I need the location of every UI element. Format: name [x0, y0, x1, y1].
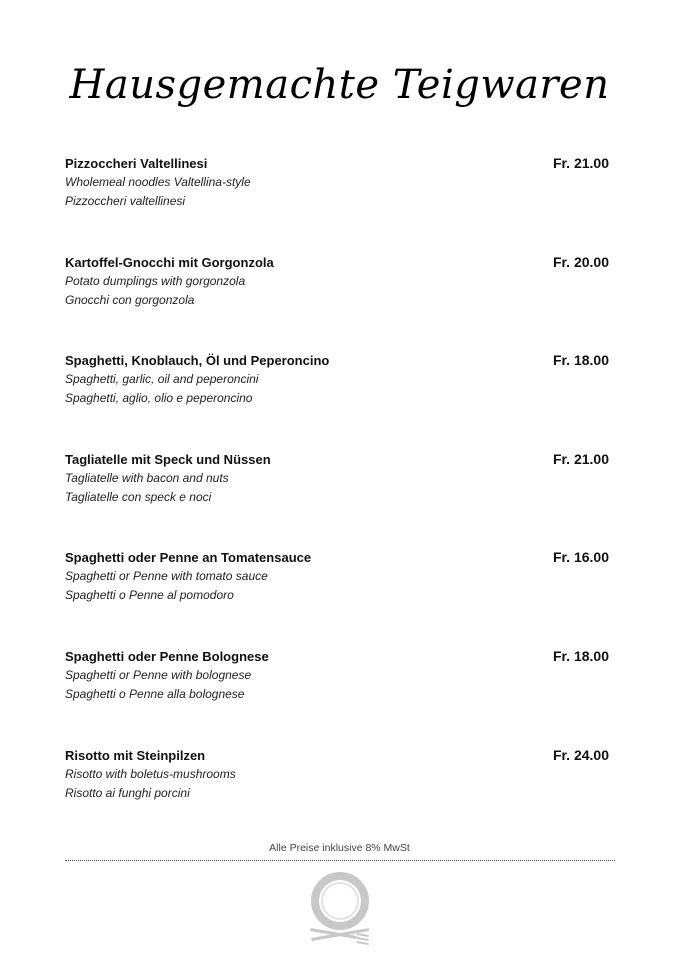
menu-item — [65, 647, 610, 746]
menu-item — [65, 746, 610, 845]
menu-item — [65, 450, 610, 549]
menu-item-name: Spaghetti oder Penne an Tomatensauce — [65, 550, 312, 566]
menu-item-description-it: Pizzoccheri valtellinesi — [65, 194, 186, 208]
menu-item-name: Spaghetti oder Penne Bolognese — [65, 648, 269, 664]
menu-item-name: Spaghetti, Knoblauch, Öl und Peperoncino — [65, 353, 330, 369]
menu-item-description-it: Gnocchi con gorgonzola — [65, 292, 195, 307]
menu-item-header — [65, 154, 610, 173]
menu-item-price: Fr. 18.00 — [552, 647, 609, 664]
menu-item-description-it: Spaghetti o Penne alla bolognese — [65, 686, 245, 701]
menu-item-description-en: Tagliatelle with bacon and nuts — [65, 470, 229, 485]
menu-item-price: Fr. 21.00 — [552, 155, 609, 171]
menu-item-description-en: Wholemeal noodles Valtellina-style — [65, 175, 251, 189]
menu-item-name: Kartoffel-Gnocchi mit Gorgonzola — [65, 254, 274, 270]
menu-item-price: Fr. 18.00 — [552, 352, 609, 369]
menu-item-header — [65, 351, 610, 370]
menu-item-description-it: Spaghetti o Penne al pomodoro — [65, 588, 234, 603]
menu-item-description-en: Risotto with boletus-mushrooms — [65, 766, 236, 781]
menu-item — [65, 548, 610, 647]
menu-item-description-it: Tagliatelle con speck e noci — [65, 489, 212, 504]
menu-item-description-en: Spaghetti or Penne with tomato sauce — [65, 569, 268, 584]
menu-item — [65, 154, 610, 253]
menu-item-price: Fr. 20.00 — [552, 253, 609, 270]
menu-list — [65, 154, 610, 844]
menu-item-name: Tagliatelle mit Speck und Nüssen — [65, 451, 271, 467]
menu-item — [65, 253, 610, 352]
menu-item-header — [65, 647, 610, 666]
menu-item-header — [65, 450, 610, 469]
menu-item-price: Fr. 24.00 — [552, 746, 609, 763]
page-title: Hausgemachte Teigwaren — [69, 62, 610, 108]
menu-item-description-it: Spaghetti, aglio, olio e peperoncino — [65, 391, 253, 406]
vat-note: Alle Preise inklusive 8% MwSt — [269, 842, 410, 854]
menu-item-name: Risotto mit Steinpilzen — [65, 747, 206, 763]
menu-item-description-it: Risotto ai funghi porcini — [65, 785, 190, 800]
menu-item-description-en: Spaghetti, garlic, oil and peperoncini — [65, 372, 259, 387]
menu-item-header — [65, 253, 610, 272]
menu-item-description-en: Spaghetti or Penne with bolognese — [65, 667, 252, 682]
menu-item-price: Fr. 16.00 — [552, 549, 609, 566]
menu-item — [65, 351, 610, 450]
plate-fork-knife-logo-icon — [307, 870, 373, 946]
menu-item-name: Pizzoccheri Valtellinesi — [65, 156, 208, 171]
menu-item-header — [65, 548, 610, 567]
menu-item-description-en: Potato dumplings with gorgonzola — [65, 273, 246, 288]
menu-item-header — [65, 746, 610, 765]
menu-item-price: Fr. 21.00 — [552, 450, 609, 467]
dotted-divider — [65, 860, 615, 861]
